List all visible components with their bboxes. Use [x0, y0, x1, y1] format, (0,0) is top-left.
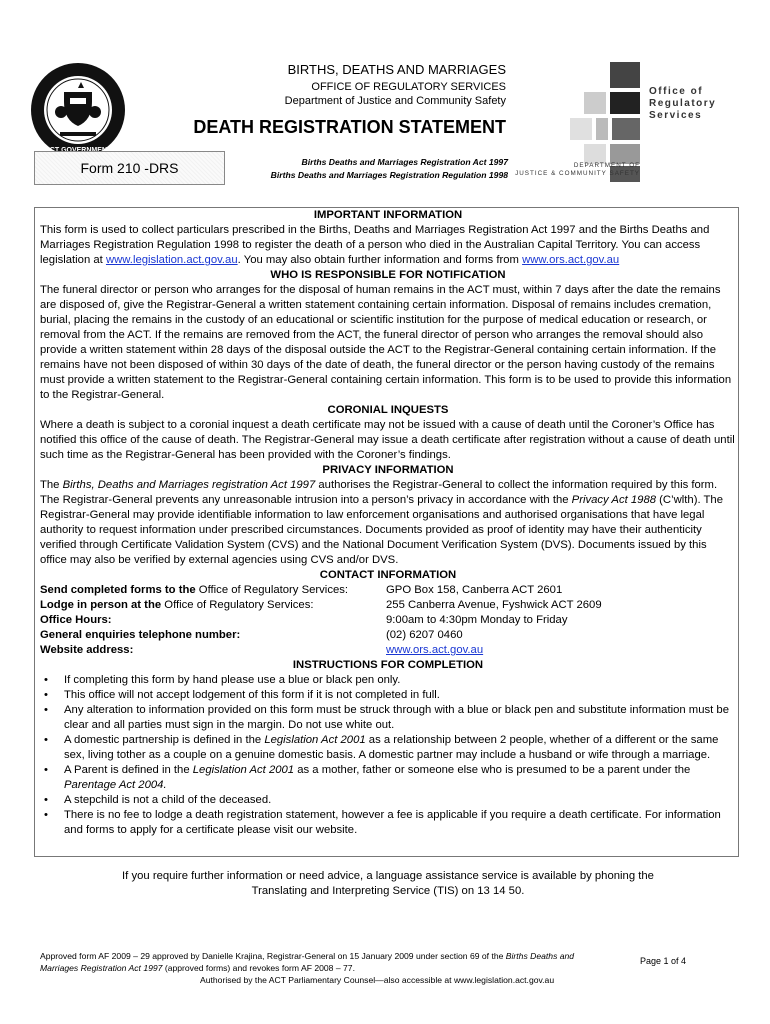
footer-line-1 — [40, 951, 574, 961]
footer-act-ref: Marriages Registration Act 1997 — [40, 963, 163, 973]
contact-value: 9:00am to 4:30pm Monday to Friday — [386, 614, 568, 626]
contact-label-bold: Send completed forms to the — [40, 584, 196, 596]
contact-value: (02) 6207 0460 — [386, 629, 463, 641]
footer-text: (approved forms) and revokes form AF 2008 – 77. — [162, 963, 355, 973]
list-item-text: A Parent is defined in the — [64, 764, 193, 776]
responsible-section — [40, 268, 736, 403]
footer-line-3: Authorised by the ACT Parliamentary Counsel—also accessible at www.legislation.act.gov.au — [200, 975, 555, 985]
ors-logo-line-2: Regulatory — [649, 98, 717, 109]
privacy-heading: PRIVACY INFORMATION — [322, 464, 454, 476]
ors-website-link[interactable]: www.ors.act.gov.au — [522, 254, 620, 266]
contact-value: 255 Canberra Avenue, Fyshwick ACT 2609 — [386, 599, 602, 611]
contact-label-rest: Office of Regulatory Services: — [195, 584, 349, 596]
act-ref: Parentage Act 2004. — [64, 779, 167, 791]
dept-logo-line-1: DEPARTMENT OF — [573, 162, 640, 169]
list-item-text: as a relationship between 2 people, whether of a different or the same sex, living tother as a couple on a genuine domestic basis. A domestic partner may include a husband or wife through a marriage. — [64, 734, 719, 761]
legislation-link[interactable]: www.legislation.act.gov.au — [105, 254, 238, 266]
dept-logo-line-2: JUSTICE & COMMUNITY SAFETY — [515, 170, 640, 177]
list-item: • If completing this form by hand please use a blue or black pen only. — [64, 673, 736, 688]
privacy-text-part: The — [40, 479, 63, 491]
act-reference-2: Births Deaths and Marriages Registration Regulation 1998 — [270, 170, 508, 180]
important-section — [40, 208, 736, 268]
office-name: OFFICE OF REGULATORY SERVICES — [311, 81, 506, 93]
important-text-part: . You may also obtain further information and forms from — [237, 254, 523, 266]
list-item — [64, 733, 736, 763]
instructions-heading: INSTRUCTIONS FOR COMPLETION — [292, 659, 484, 671]
contact-label: Office Hours: — [40, 614, 112, 626]
page-number: Page 1 of 4 — [640, 956, 687, 966]
act-government-seal-icon — [30, 62, 126, 158]
website-link[interactable]: www.ors.act.gov.au — [386, 644, 484, 656]
list-item: • There is no fee to lodge a death registration statement, however a fee is applicable if you require a death certificate. For information and forms to apply for a certificate please visit our website. — [64, 808, 736, 838]
responsible-heading: WHO IS RESPONSIBLE FOR NOTIFICATION — [270, 269, 506, 281]
list-item: • This office will not accept lodgement of this form if it is not completed in full. — [64, 688, 736, 703]
privacy-section — [40, 463, 736, 568]
document-title: DEATH REGISTRATION STATEMENT — [193, 117, 506, 137]
department-name: Department of Justice and Community Safety — [284, 95, 506, 107]
contact-label: Website address: — [40, 644, 134, 656]
list-item — [64, 763, 736, 793]
contact-label — [40, 598, 314, 613]
responsible-text: The funeral director or person who arranges for the disposal of human remains in the ACT must, within 7 days after the date the remains are disposed of, give the Registrar-General a written statement containing certain information. Disposal of remains includes cremation, burial, placing the remains in the custody of an educational or scientific institution for the purpose of medical education or research, or removal from the ACT. If the remains are removed from the ACT, the funeral director of person who arranges the removal should also provide a written statement within 28 days of the disposal outside the ACT to the Registrar-General containing certain information. If the remains have not been disposed of within 30 days of the date of death, the funeral director or the person having custody of the remains must provide a written statement to the Registrar-General containing certain information. This form is to be used to provide this information to the Registrar-General. — [40, 284, 732, 401]
form-id-box — [34, 151, 225, 185]
contact-value: GPO Box 158, Canberra ACT 2601 — [386, 584, 563, 596]
instructions-section — [40, 658, 736, 838]
contact-row-website — [40, 643, 736, 658]
form-id: Form 210 -DRS — [80, 160, 179, 176]
contact-section — [40, 568, 736, 658]
list-item: • A stepchild is not a child of the deceased. — [64, 793, 736, 808]
coronial-heading: CORONIAL INQUESTS — [327, 404, 449, 416]
coronial-section — [40, 403, 736, 463]
contact-label-rest: Office of Regulatory Services: — [161, 599, 314, 611]
contact-label — [40, 583, 348, 598]
contact-row-lodge — [40, 598, 736, 613]
list-item-text: as a mother, father or someone else who is presumed to be a parent under the — [294, 764, 691, 776]
privacy-text-part: (C’wlth). The Registrar-General may provide identifiable information to law enforcement organisations and authorised organisations that have legal authority to request information under prescribed circumstances. Documents provided as proof of identity may have their authenticity verified through Certificate Validation System (CVS) and the National Document Verification System (DVS). Documents issued by this office may also be verified by external agencies using CVS and/or DVS. — [40, 494, 723, 566]
language-assist-line-2: Translating and Interpreting Service (TIS) on 13 14 50. — [251, 885, 525, 897]
act-ref: Legislation Act 2001 — [264, 734, 366, 746]
important-heading: IMPORTANT INFORMATION — [313, 209, 463, 221]
important-text-part: This form is used to collect particulars prescribed in the Births, Deaths and Marriages Registration Act 1997 and the Births Deaths and Marriages Registration Regulation 1998 to register the death of a person who died in the Australian Capital Territory. You can access legislation at — [40, 224, 710, 266]
list-item-text: A domestic partnership is defined in the — [64, 734, 265, 746]
language-assist-line-1: If you require further information or need advice, a language assistance service is available by phoning the — [122, 870, 654, 882]
privacy-act-ref: Births, Deaths and Marriages registration Act 1997 — [62, 479, 316, 491]
instructions-list — [40, 673, 736, 838]
privacy-text-part: authorises the Registrar-General to collect the information required by this form. The Registrar-General prevents any unreasonable intrusion into a person’s privacy in accordance with the — [40, 479, 718, 506]
coronial-text: Where a death is subject to a coronial inquest a death certificate may not be issued with a cause of death until the Coroner’s Office has notified this office of the cause of death. The Registrar-General may issue a death certificate after registration without a cause of death until such time as the Registrar-General has been provided with the Coroner’s findings. — [40, 419, 735, 461]
contact-label-bold: Lodge in person at the — [40, 599, 162, 611]
list-item: • Any alteration to information provided on this form must be struck through with a blue or black pen and substitute information must be clear and all parties must sign in the margin. Do not use white out. — [64, 703, 736, 733]
footer-act-ref: Births Deaths and — [505, 951, 575, 961]
ors-logo-line-1: Office of — [649, 86, 704, 97]
contact-row-send — [40, 583, 736, 598]
contact-heading: CONTACT INFORMATION — [319, 569, 457, 581]
footer-text: Approved form AF 2009 – 29 approved by Danielle Krajina, Registrar-General on 15 January 2009 under section 69 of the — [40, 951, 506, 961]
privacy-text — [40, 478, 736, 568]
registry-title: BIRTHS, DEATHS AND MARRIAGES — [287, 62, 506, 77]
contact-label: General enquiries telephone number: — [40, 629, 241, 641]
ors-logo-line-3: Services — [649, 110, 703, 121]
act-ref: Legislation Act 2001 — [192, 764, 295, 776]
act-reference-1: Births Deaths and Marriages Registration Act 1997 — [301, 157, 508, 167]
footer-line-2 — [40, 963, 355, 973]
contact-row-hours — [40, 613, 736, 628]
privacy-act-ref: Privacy Act 1988 — [571, 494, 657, 506]
important-text — [40, 223, 736, 268]
contact-row-phone — [40, 628, 736, 643]
